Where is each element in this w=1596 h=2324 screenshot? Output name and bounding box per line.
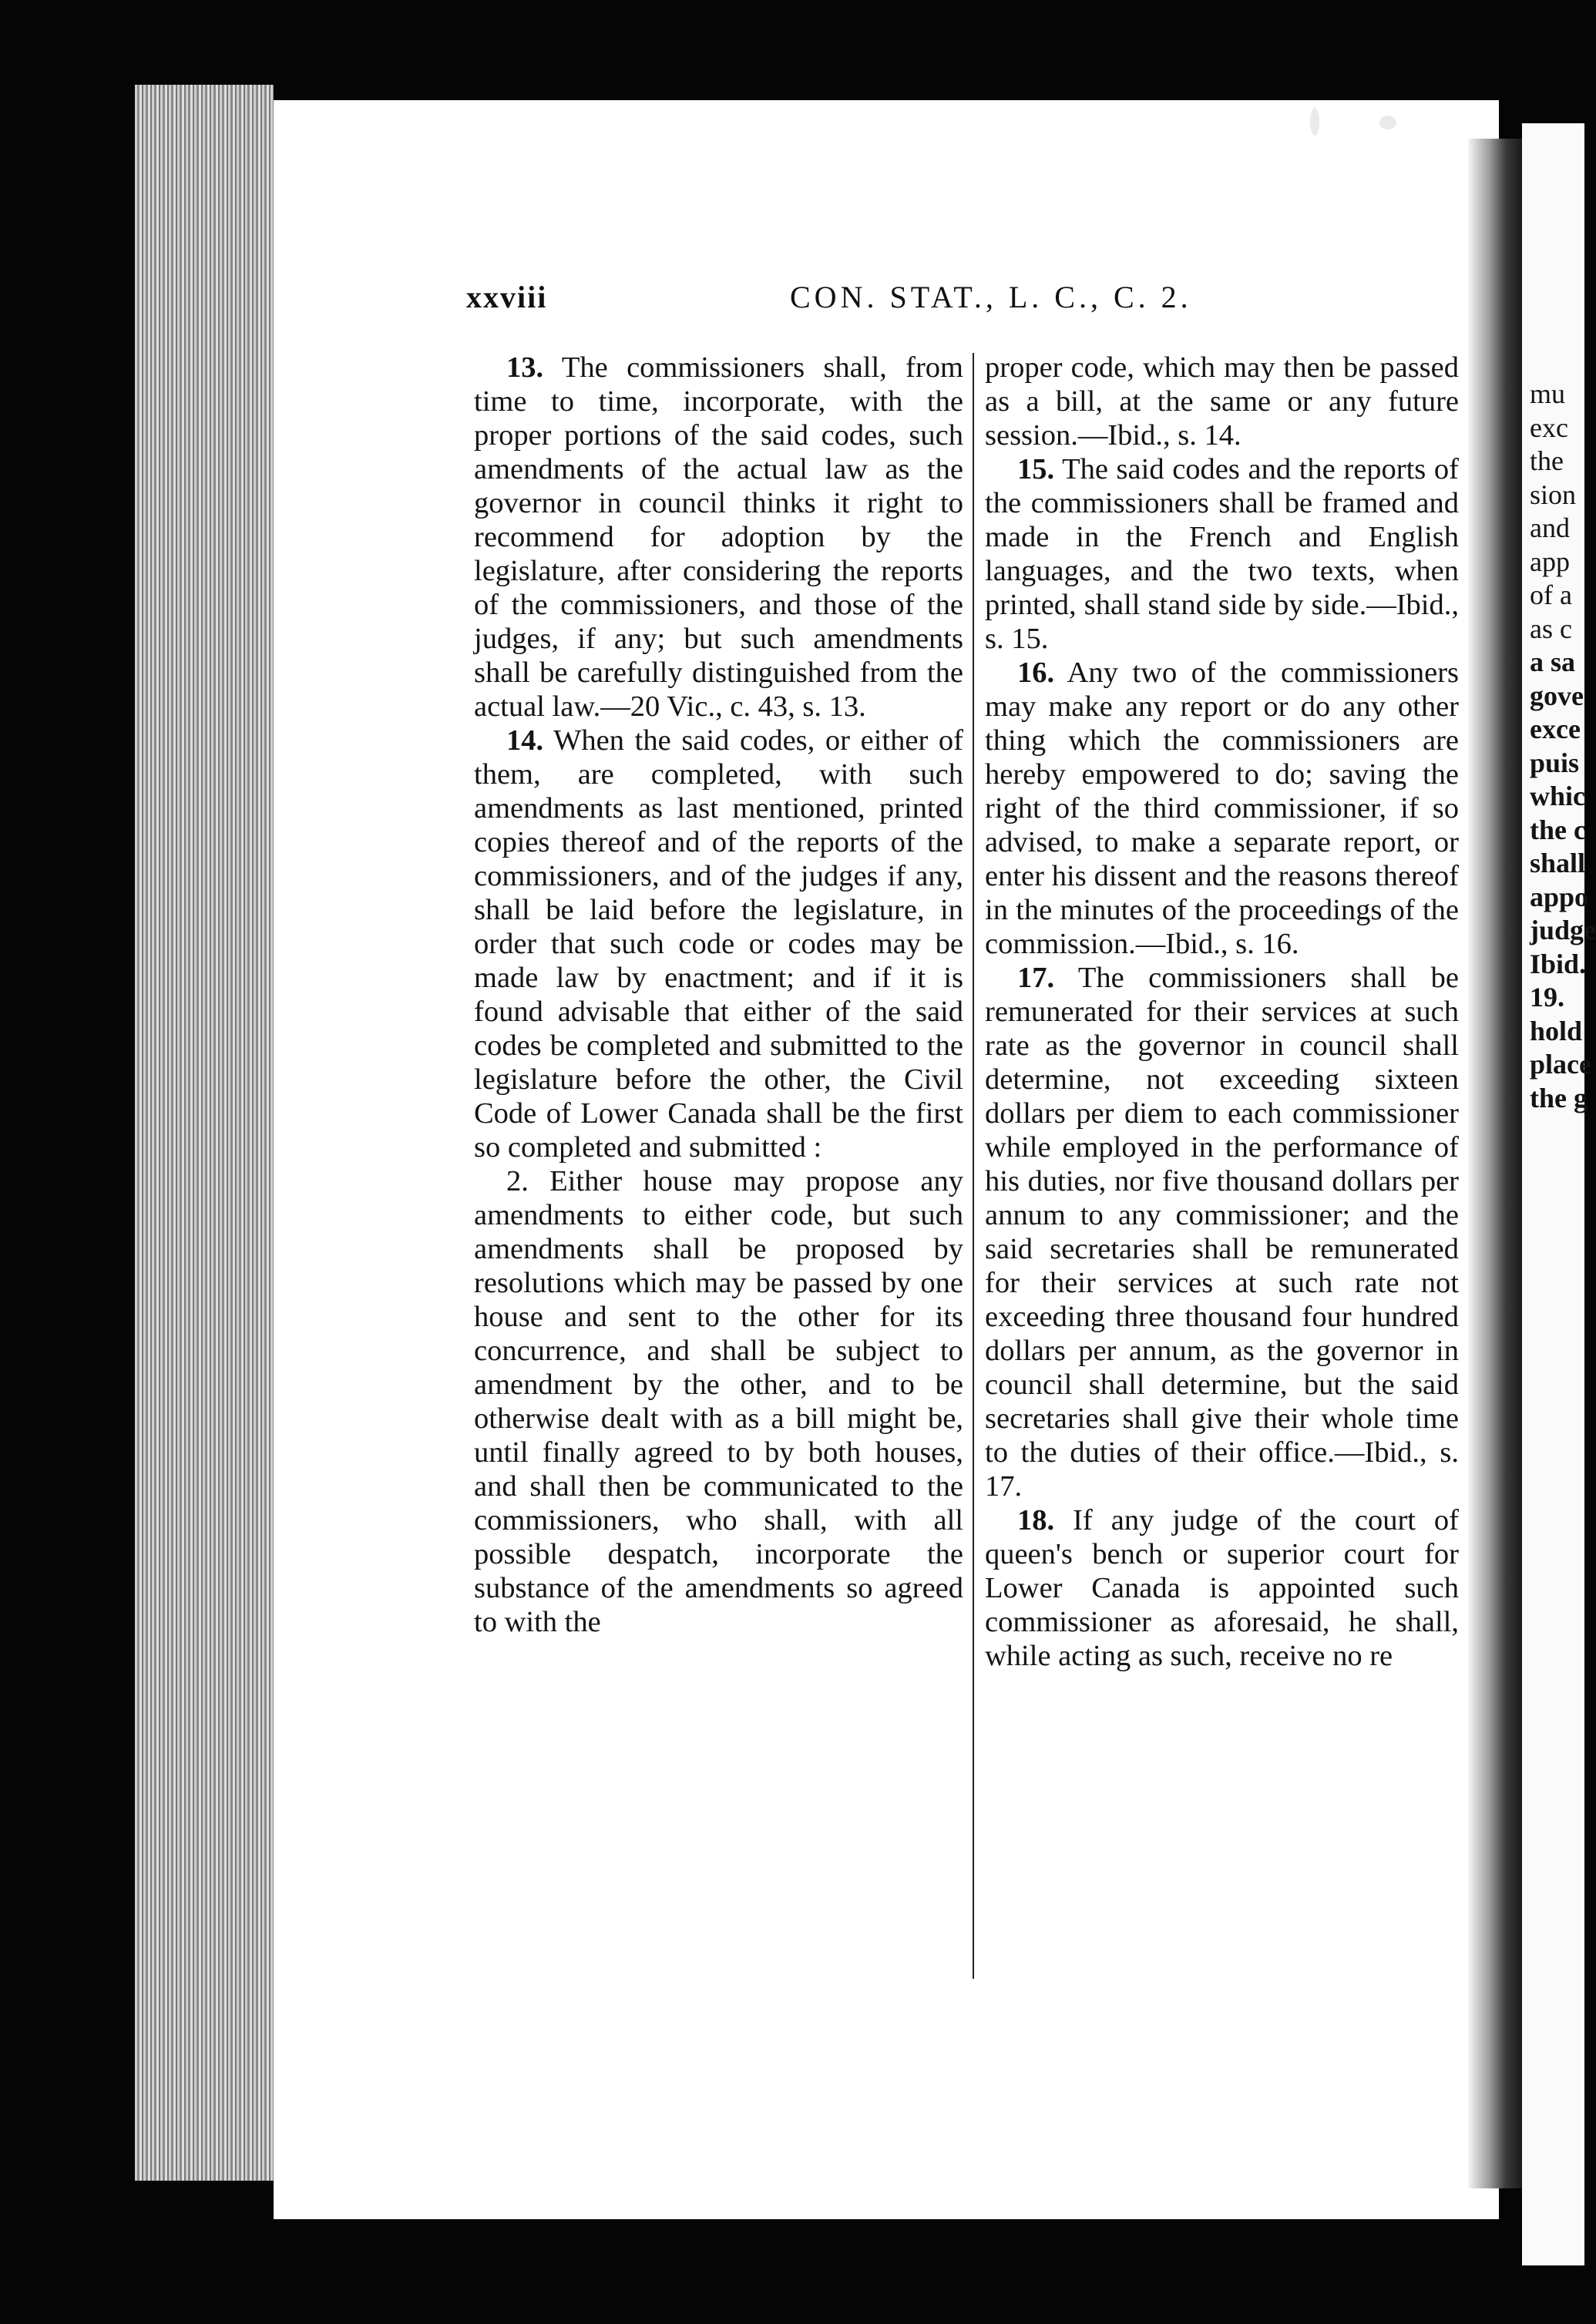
running-title: CON. STAT., L. C., C. 2. xyxy=(790,280,1192,314)
section-text: proper code, which may then be passed as a bill, at the same or any future session.—Ibid., s. 14. xyxy=(985,351,1459,452)
section-14-continued xyxy=(985,351,1459,452)
fragment-line: gove xyxy=(1530,680,1584,711)
fragment-line: exce xyxy=(1530,714,1581,744)
section-14 xyxy=(474,724,963,1164)
fragment-line: shall xyxy=(1530,848,1586,878)
scan-speck xyxy=(1379,116,1396,129)
section-15 xyxy=(985,452,1459,656)
fragment-line: exc xyxy=(1530,411,1568,443)
section-18 xyxy=(985,1503,1459,1673)
section-number: 17. xyxy=(1017,962,1055,994)
text-column-left xyxy=(474,351,963,1639)
section-16 xyxy=(985,656,1459,961)
section-text: Any two of the commissioners may make any report or do any other thing which the commissioners are hereby empowered to do; saving the right of the third commissioner, if so advised, to make a separate report, or enter his dissent and the reasons thereof in the minutes of the proceedings of the commission.—Ibid., s. 16. xyxy=(985,657,1459,960)
running-head xyxy=(466,279,1192,317)
section-number: 18. xyxy=(1017,1504,1055,1536)
section-14-subsection-2 xyxy=(474,1164,963,1639)
section-13 xyxy=(474,351,963,724)
fragment-line: puis xyxy=(1530,747,1580,778)
fragment-line: hold xyxy=(1530,1015,1583,1046)
section-text: The commissioners shall, from time to time, incorporate, with the proper portions of the said codes, such amendments of the actual law as the governor in council thinks it right to recommend for adoption by the legislature, after considering the reports of the commissioners, and those of the judges, if any; but such amendments shall be carefully distinguished from the actual law.—20 Vic., c. 43, s. 13. xyxy=(474,351,964,723)
section-number: 16. xyxy=(1017,657,1055,689)
section-text: When the said codes, or either of them, are completed, with such amendments as last mentioned, printed copies thereof and of the reports of the commissioners, and of the judges if any, shall be laid before the legislature, in order that such code or codes may be made law by enactment; and if it is found advisable that either of the said codes be completed and submitted to the legislature before the other, the Civil Code of Lower Canada shall be the first so completed and submitted : xyxy=(474,724,963,1164)
section-text: The commissioners shall be remunerated for their services at such rate as the governor in council shall determine, not exceeding sixteen dollars per diem to each commissioner while employed in the performance of his duties, nor five thousand dollars per annum to any commissioner; and the said secretaries shall be remunerated for their services at such rate not exceeding three thousand four hundred dollars per annum, as the governor in council shall determine, but the said secretaries shall give their whole time to the duties of their office.—Ibid., s. 17. xyxy=(985,962,1460,1503)
fragment-line: place xyxy=(1530,1049,1591,1080)
section-text: 2. Either house may propose any amendments to either code, but such amendments shall be proposed by resolutions which may be passed by one house and sent to the other for its concurrence, and shall be subject to amendment by the other, and to be otherwise dealt with as a bill might be, until finally agreed to by both houses, and shall then be communicated to the commissioners, who shall, with all possible despatch, incorporate the substance of the amendments so agreed to with the xyxy=(474,1165,963,1638)
section-number: 15. xyxy=(1017,453,1055,485)
fragment-line: sion xyxy=(1530,479,1577,510)
next-page-text-fragments xyxy=(1530,378,1596,1115)
section-number: 13. xyxy=(506,351,544,384)
fragment-line: judge xyxy=(1530,915,1596,945)
fragment-line: appo xyxy=(1530,881,1589,912)
text-column-right xyxy=(985,351,1459,1673)
fragment-line: Ibid. xyxy=(1530,948,1587,979)
fragment-line: mu xyxy=(1530,378,1566,409)
fragment-line: the g xyxy=(1530,1082,1588,1113)
section-text: The said codes and the reports of the commissioners shall be framed and made in the French and English languages, and the two texts, when printed, shall stand side by side.—Ibid., s. 15. xyxy=(985,453,1459,655)
fragment-line: 19. xyxy=(1530,982,1564,1013)
book-gutter xyxy=(1468,139,1522,2188)
fragment-line: as c xyxy=(1530,613,1572,644)
page-block-edge xyxy=(135,85,274,2181)
section-17 xyxy=(985,961,1459,1503)
fragment-line: app xyxy=(1530,546,1570,577)
fragment-line: of a xyxy=(1530,579,1572,610)
page-folio: xxviii xyxy=(466,280,548,314)
fragment-line: and xyxy=(1530,512,1570,543)
fragment-line: the c xyxy=(1530,814,1586,845)
fragment-line: whic xyxy=(1530,781,1585,811)
column-rule xyxy=(973,353,974,1979)
fragment-line: a sa xyxy=(1530,646,1576,677)
section-text: If any judge of the court of queen's bench or superior court for Lower Canada is appointed such commissioner as aforesaid, he shall, while acting as such, receive no re xyxy=(985,1504,1460,1672)
section-number: 14. xyxy=(506,724,544,757)
fragment-line: the xyxy=(1530,445,1564,476)
scan-speck xyxy=(1310,108,1319,136)
